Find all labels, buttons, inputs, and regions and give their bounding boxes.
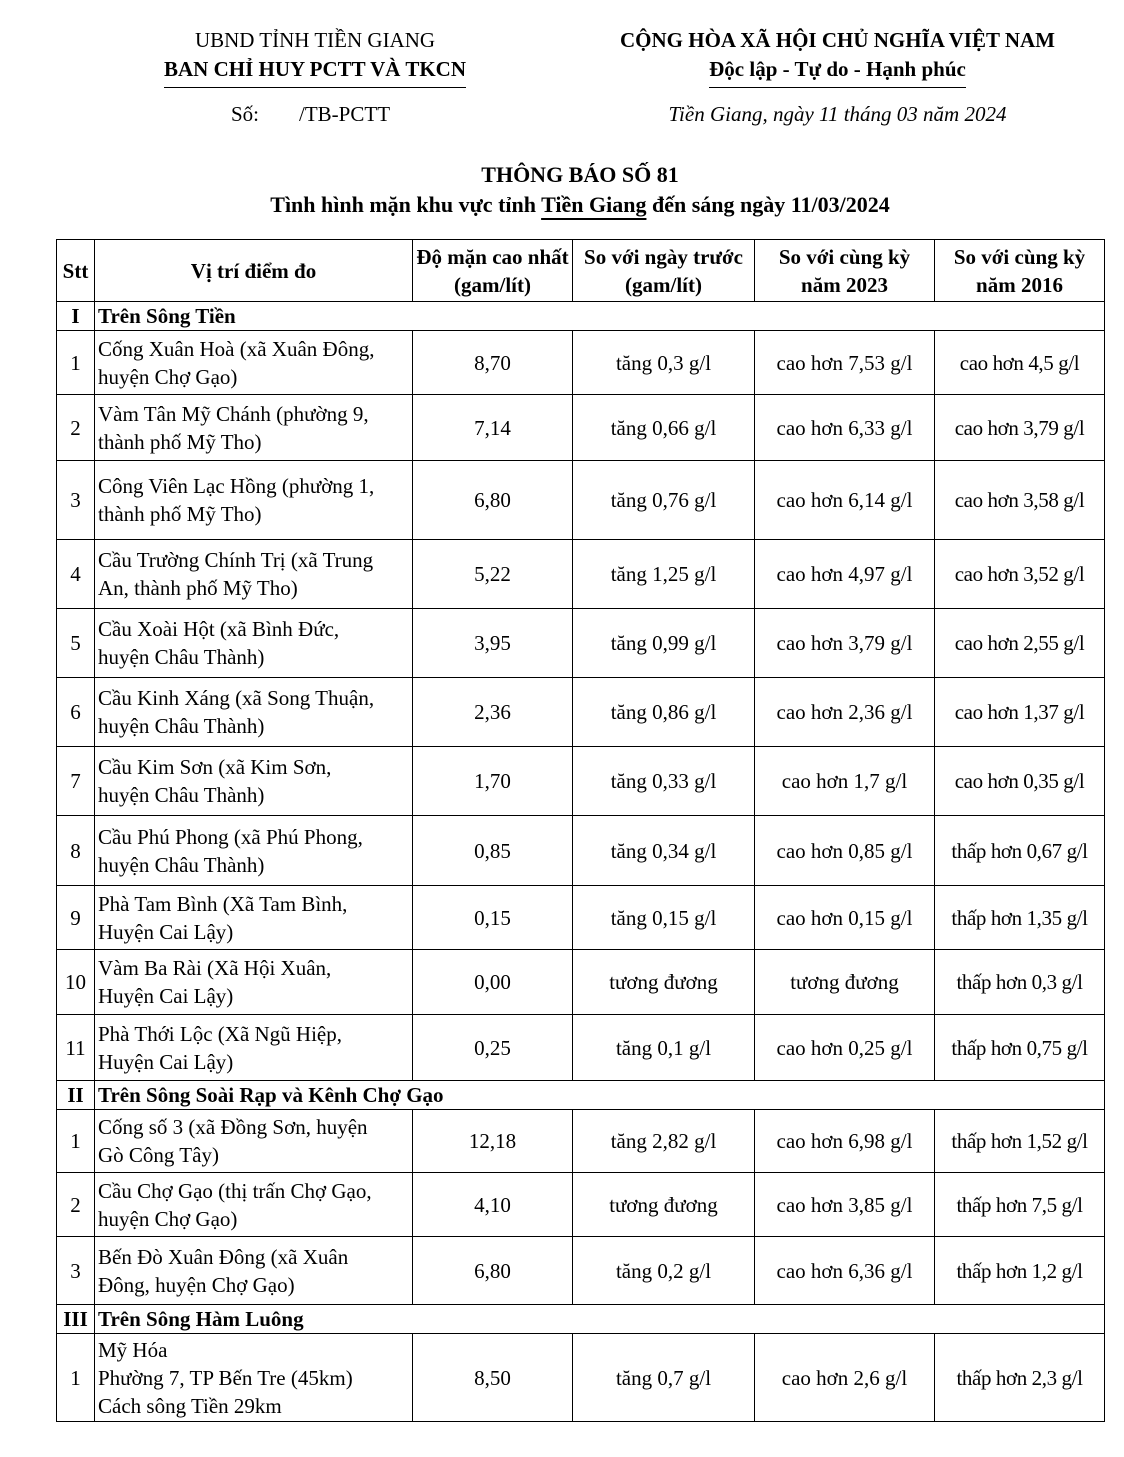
table-row: [57, 747, 1105, 816]
cell-max-salinity: 2,36: [413, 678, 573, 747]
cell-location: [95, 678, 413, 747]
national-title: CỘNG HÒA XÃ HỘI CHỦ NGHĨA VIỆT NAM: [619, 28, 1056, 52]
cell-stt: 3: [57, 461, 95, 540]
location-line-2: An, thành phố Mỹ Tho): [98, 576, 298, 600]
cell-stt: 10: [57, 950, 95, 1015]
cell-location: [95, 1334, 413, 1422]
cell-vs-2023: cao hơn 6,36 g/l: [755, 1237, 935, 1305]
cell-location: [95, 816, 413, 886]
location-line-2: Huyện Cai Lậy): [98, 984, 234, 1008]
location-line-1: Vàm Ba Rài (Xã Hội Xuân,: [98, 956, 332, 980]
cell-vs-prev-day: tăng 0,66 g/l: [573, 395, 755, 461]
agency-header: [130, 26, 500, 88]
cell-vs-2016: cao hơn 1,37 g/l: [935, 678, 1105, 747]
cell-max-salinity: 4,10: [413, 1173, 573, 1237]
cell-vs-2023: cao hơn 2,36 g/l: [755, 678, 935, 747]
cell-stt: 6: [57, 678, 95, 747]
section-title: Trên Sông Tiền: [95, 302, 1105, 331]
table-row: [57, 1173, 1105, 1237]
table-row: [57, 1015, 1105, 1081]
location-line-3: Cách sông Tiền 29km: [98, 1393, 282, 1418]
cell-stt: 2: [57, 395, 95, 461]
cell-location: [95, 1237, 413, 1305]
cell-location: [95, 540, 413, 609]
cell-stt: 9: [57, 886, 95, 950]
document-date: Tiền Giang, ngày 11 tháng 03 năm 2024: [668, 102, 1007, 126]
cell-vs-2016: cao hơn 3,79 g/l: [935, 395, 1105, 461]
location-line-1: Cầu Kim Sơn (xã Kim Sơn,: [98, 755, 332, 779]
header-max-salinity: Độ mặn cao nhất (gam/lít): [413, 240, 573, 302]
cell-max-salinity: 0,00: [413, 950, 573, 1015]
table-row: [57, 1334, 1105, 1422]
title-line-2-part-c: đến sáng ngày 11/03/2024: [646, 192, 890, 217]
cell-max-salinity: 1,70: [413, 747, 573, 816]
table-row: [57, 678, 1105, 747]
header-vs-prev-day: So với ngày trước (gam/lít): [573, 240, 755, 302]
section-number: II: [57, 1081, 95, 1110]
location-line-2: thành phố Mỹ Tho): [98, 502, 262, 526]
cell-vs-2023: cao hơn 2,6 g/l: [755, 1334, 935, 1422]
cell-stt: 3: [57, 1237, 95, 1305]
cell-stt: 1: [57, 331, 95, 395]
location-line-1: Phà Tam Bình (Xã Tam Bình,: [98, 891, 348, 916]
location-line-2: Đông, huyện Chợ Gạo): [98, 1272, 295, 1297]
cell-max-salinity: 8,70: [413, 331, 573, 395]
location-line-2: huyện Châu Thành): [98, 783, 265, 807]
location-line-2: Gò Công Tây): [98, 1143, 219, 1167]
cell-vs-prev-day: tăng 0,3 g/l: [573, 331, 755, 395]
cell-vs-prev-day: tương đương: [573, 950, 755, 1015]
cell-max-salinity: 6,80: [413, 1237, 573, 1305]
cell-vs-2016: cao hơn 2,55 g/l: [935, 609, 1105, 678]
cell-max-salinity: 6,80: [413, 461, 573, 540]
location-line-1: Vàm Tân Mỹ Chánh (phường 9,: [98, 401, 369, 426]
cell-vs-2023: cao hơn 4,97 g/l: [755, 540, 935, 609]
location-line-2: Phường 7, TP Bến Tre (45km): [98, 1365, 353, 1390]
table-row: [57, 609, 1105, 678]
location-line-1: Công Viên Lạc Hồng (phường 1,: [98, 474, 375, 498]
cell-max-salinity: 8,50: [413, 1334, 573, 1422]
cell-vs-2023: cao hơn 1,7 g/l: [755, 747, 935, 816]
cell-location: [95, 1173, 413, 1237]
cell-location: [95, 1110, 413, 1173]
location-line-1: Mỹ Hóa: [98, 1337, 168, 1362]
cell-stt: 7: [57, 747, 95, 816]
cell-location: [95, 747, 413, 816]
cell-vs-2016: thấp hơn 2,3 g/l: [935, 1334, 1105, 1422]
cell-max-salinity: 0,85: [413, 816, 573, 886]
national-header: [560, 26, 1115, 88]
cell-max-salinity: 5,22: [413, 540, 573, 609]
salinity-table: [56, 239, 1105, 1422]
table-row: [57, 1237, 1105, 1305]
cell-stt: 1: [57, 1334, 95, 1422]
cell-vs-prev-day: tăng 0,33 g/l: [573, 747, 755, 816]
section-row: [57, 1305, 1105, 1334]
location-line-2: Huyện Cai Lậy): [98, 1049, 234, 1074]
cell-location: [95, 395, 413, 461]
location-line-1: Cống số 3 (xã Đồng Sơn, huyện: [98, 1115, 368, 1139]
cell-vs-prev-day: tăng 0,76 g/l: [573, 461, 755, 540]
cell-vs-2016: thấp hơn 7,5 g/l: [935, 1173, 1105, 1237]
cell-stt: 1: [57, 1110, 95, 1173]
cell-vs-2016: thấp hơn 0,3 g/l: [935, 950, 1105, 1015]
table-row: [57, 886, 1105, 950]
cell-vs-2023: cao hơn 0,25 g/l: [755, 1015, 935, 1081]
cell-vs-2016: thấp hơn 1,52 g/l: [935, 1110, 1105, 1173]
cell-vs-prev-day: tăng 0,99 g/l: [573, 609, 755, 678]
cell-max-salinity: 0,25: [413, 1015, 573, 1081]
cell-max-salinity: 0,15: [413, 886, 573, 950]
cell-vs-2016: cao hơn 3,58 g/l: [935, 461, 1105, 540]
cell-location: [95, 1015, 413, 1081]
agency-name: UBND TỈNH TIỀN GIANG: [194, 28, 436, 52]
cell-vs-2023: cao hơn 7,53 g/l: [755, 331, 935, 395]
cell-vs-2023: cao hơn 0,85 g/l: [755, 816, 935, 886]
table-row: [57, 331, 1105, 395]
cell-vs-2016: cao hơn 3,52 g/l: [935, 540, 1105, 609]
location-line-2: huyện Châu Thành): [98, 645, 265, 669]
cell-vs-prev-day: tăng 0,7 g/l: [573, 1334, 755, 1422]
document-number-code: /TB-PCTT: [299, 102, 391, 126]
cell-location: [95, 331, 413, 395]
table-row: [57, 395, 1105, 461]
title-line-2-province: Tiền Giang: [541, 192, 647, 217]
cell-vs-2016: thấp hơn 0,67 g/l: [935, 816, 1105, 886]
document-number-label: Số:: [231, 102, 260, 126]
section-row: [57, 302, 1105, 331]
cell-stt: 5: [57, 609, 95, 678]
table-row: [57, 461, 1105, 540]
table-row: [57, 540, 1105, 609]
table-row: [57, 816, 1105, 886]
title-line-2: [0, 190, 1124, 220]
cell-max-salinity: 12,18: [413, 1110, 573, 1173]
cell-vs-2023: tương đương: [755, 950, 935, 1015]
committee-name: [130, 55, 500, 88]
header-location: Vị trí điểm đo: [95, 240, 413, 302]
cell-vs-prev-day: tăng 0,86 g/l: [573, 678, 755, 747]
location-line-1: Bến Đò Xuân Đông (xã Xuân: [98, 1244, 349, 1269]
cell-vs-2016: thấp hơn 1,2 g/l: [935, 1237, 1105, 1305]
cell-location: [95, 461, 413, 540]
header-vs-2016: So với cùng kỳ năm 2016: [935, 240, 1105, 302]
cell-stt: 8: [57, 816, 95, 886]
cell-max-salinity: 3,95: [413, 609, 573, 678]
cell-vs-prev-day: tăng 1,25 g/l: [573, 540, 755, 609]
section-row: [57, 1081, 1105, 1110]
cell-location: [95, 886, 413, 950]
location-line-2: huyện Chợ Gạo): [98, 364, 238, 389]
location-line-1: Cầu Kinh Xáng (xã Song Thuận,: [98, 686, 375, 710]
location-line-1: Cầu Phú Phong (xã Phú Phong,: [98, 824, 363, 849]
cell-vs-prev-day: tăng 0,2 g/l: [573, 1237, 755, 1305]
location-line-2: huyện Chợ Gạo): [98, 1206, 238, 1231]
cell-stt: 2: [57, 1173, 95, 1237]
committee-name-text: BAN CHỈ HUY PCTT VÀ TKCN: [164, 55, 466, 88]
location-line-2: Huyện Cai Lậy): [98, 919, 234, 944]
cell-vs-2023: cao hơn 3,79 g/l: [755, 609, 935, 678]
national-motto-text: Độc lập - Tự do - Hạnh phúc: [709, 55, 966, 88]
cell-stt: 11: [57, 1015, 95, 1081]
section-title: Trên Sông Soài Rạp và Kênh Chợ Gạo: [95, 1081, 1105, 1110]
title-line-2-part-a: Tình hình mặn khu vực tỉnh: [270, 192, 542, 217]
cell-vs-2016: thấp hơn 0,75 g/l: [935, 1015, 1105, 1081]
cell-vs-prev-day: tương đương: [573, 1173, 755, 1237]
document-number: [231, 102, 390, 127]
location-line-1: Cống Xuân Hoà (xã Xuân Đông,: [98, 336, 375, 361]
document-title: [0, 160, 1124, 220]
cell-vs-2023: cao hơn 6,14 g/l: [755, 461, 935, 540]
section-number: I: [57, 302, 95, 331]
title-line-1: THÔNG BÁO SỐ 81: [481, 162, 679, 187]
table-row: [57, 950, 1105, 1015]
header-stt: Stt: [57, 240, 95, 302]
section-title: Trên Sông Hàm Luông: [95, 1305, 1105, 1334]
cell-vs-2023: cao hơn 6,33 g/l: [755, 395, 935, 461]
location-line-1: Cầu Chợ Gạo (thị trấn Chợ Gạo,: [98, 1178, 372, 1203]
cell-vs-prev-day: tăng 0,34 g/l: [573, 816, 755, 886]
table-body: [57, 302, 1105, 1422]
cell-vs-2016: cao hơn 4,5 g/l: [935, 331, 1105, 395]
cell-vs-2016: cao hơn 0,35 g/l: [935, 747, 1105, 816]
cell-vs-2023: cao hơn 0,15 g/l: [755, 886, 935, 950]
location-line-1: Cầu Trường Chính Trị (xã Trung: [98, 548, 374, 572]
location-line-1: Phà Thới Lộc (Xã Ngũ Hiệp,: [98, 1021, 343, 1046]
header-vs-2023: So với cùng kỳ năm 2023: [755, 240, 935, 302]
cell-stt: 4: [57, 540, 95, 609]
cell-vs-prev-day: tăng 2,82 g/l: [573, 1110, 755, 1173]
cell-max-salinity: 7,14: [413, 395, 573, 461]
cell-vs-2023: cao hơn 6,98 g/l: [755, 1110, 935, 1173]
location-line-2: huyện Châu Thành): [98, 714, 265, 738]
cell-location: [95, 950, 413, 1015]
section-number: III: [57, 1305, 95, 1334]
location-line-1: Cầu Xoài Hột (xã Bình Đức,: [98, 617, 340, 641]
cell-vs-2016: thấp hơn 1,35 g/l: [935, 886, 1105, 950]
location-line-2: thành phố Mỹ Tho): [98, 429, 262, 454]
cell-location: [95, 609, 413, 678]
cell-vs-prev-day: tăng 0,15 g/l: [573, 886, 755, 950]
cell-vs-prev-day: tăng 0,1 g/l: [573, 1015, 755, 1081]
table-row: [57, 1110, 1105, 1173]
national-motto: [560, 55, 1115, 88]
table-header-row: [57, 240, 1105, 302]
location-line-2: huyện Châu Thành): [98, 852, 265, 877]
cell-vs-2023: cao hơn 3,85 g/l: [755, 1173, 935, 1237]
